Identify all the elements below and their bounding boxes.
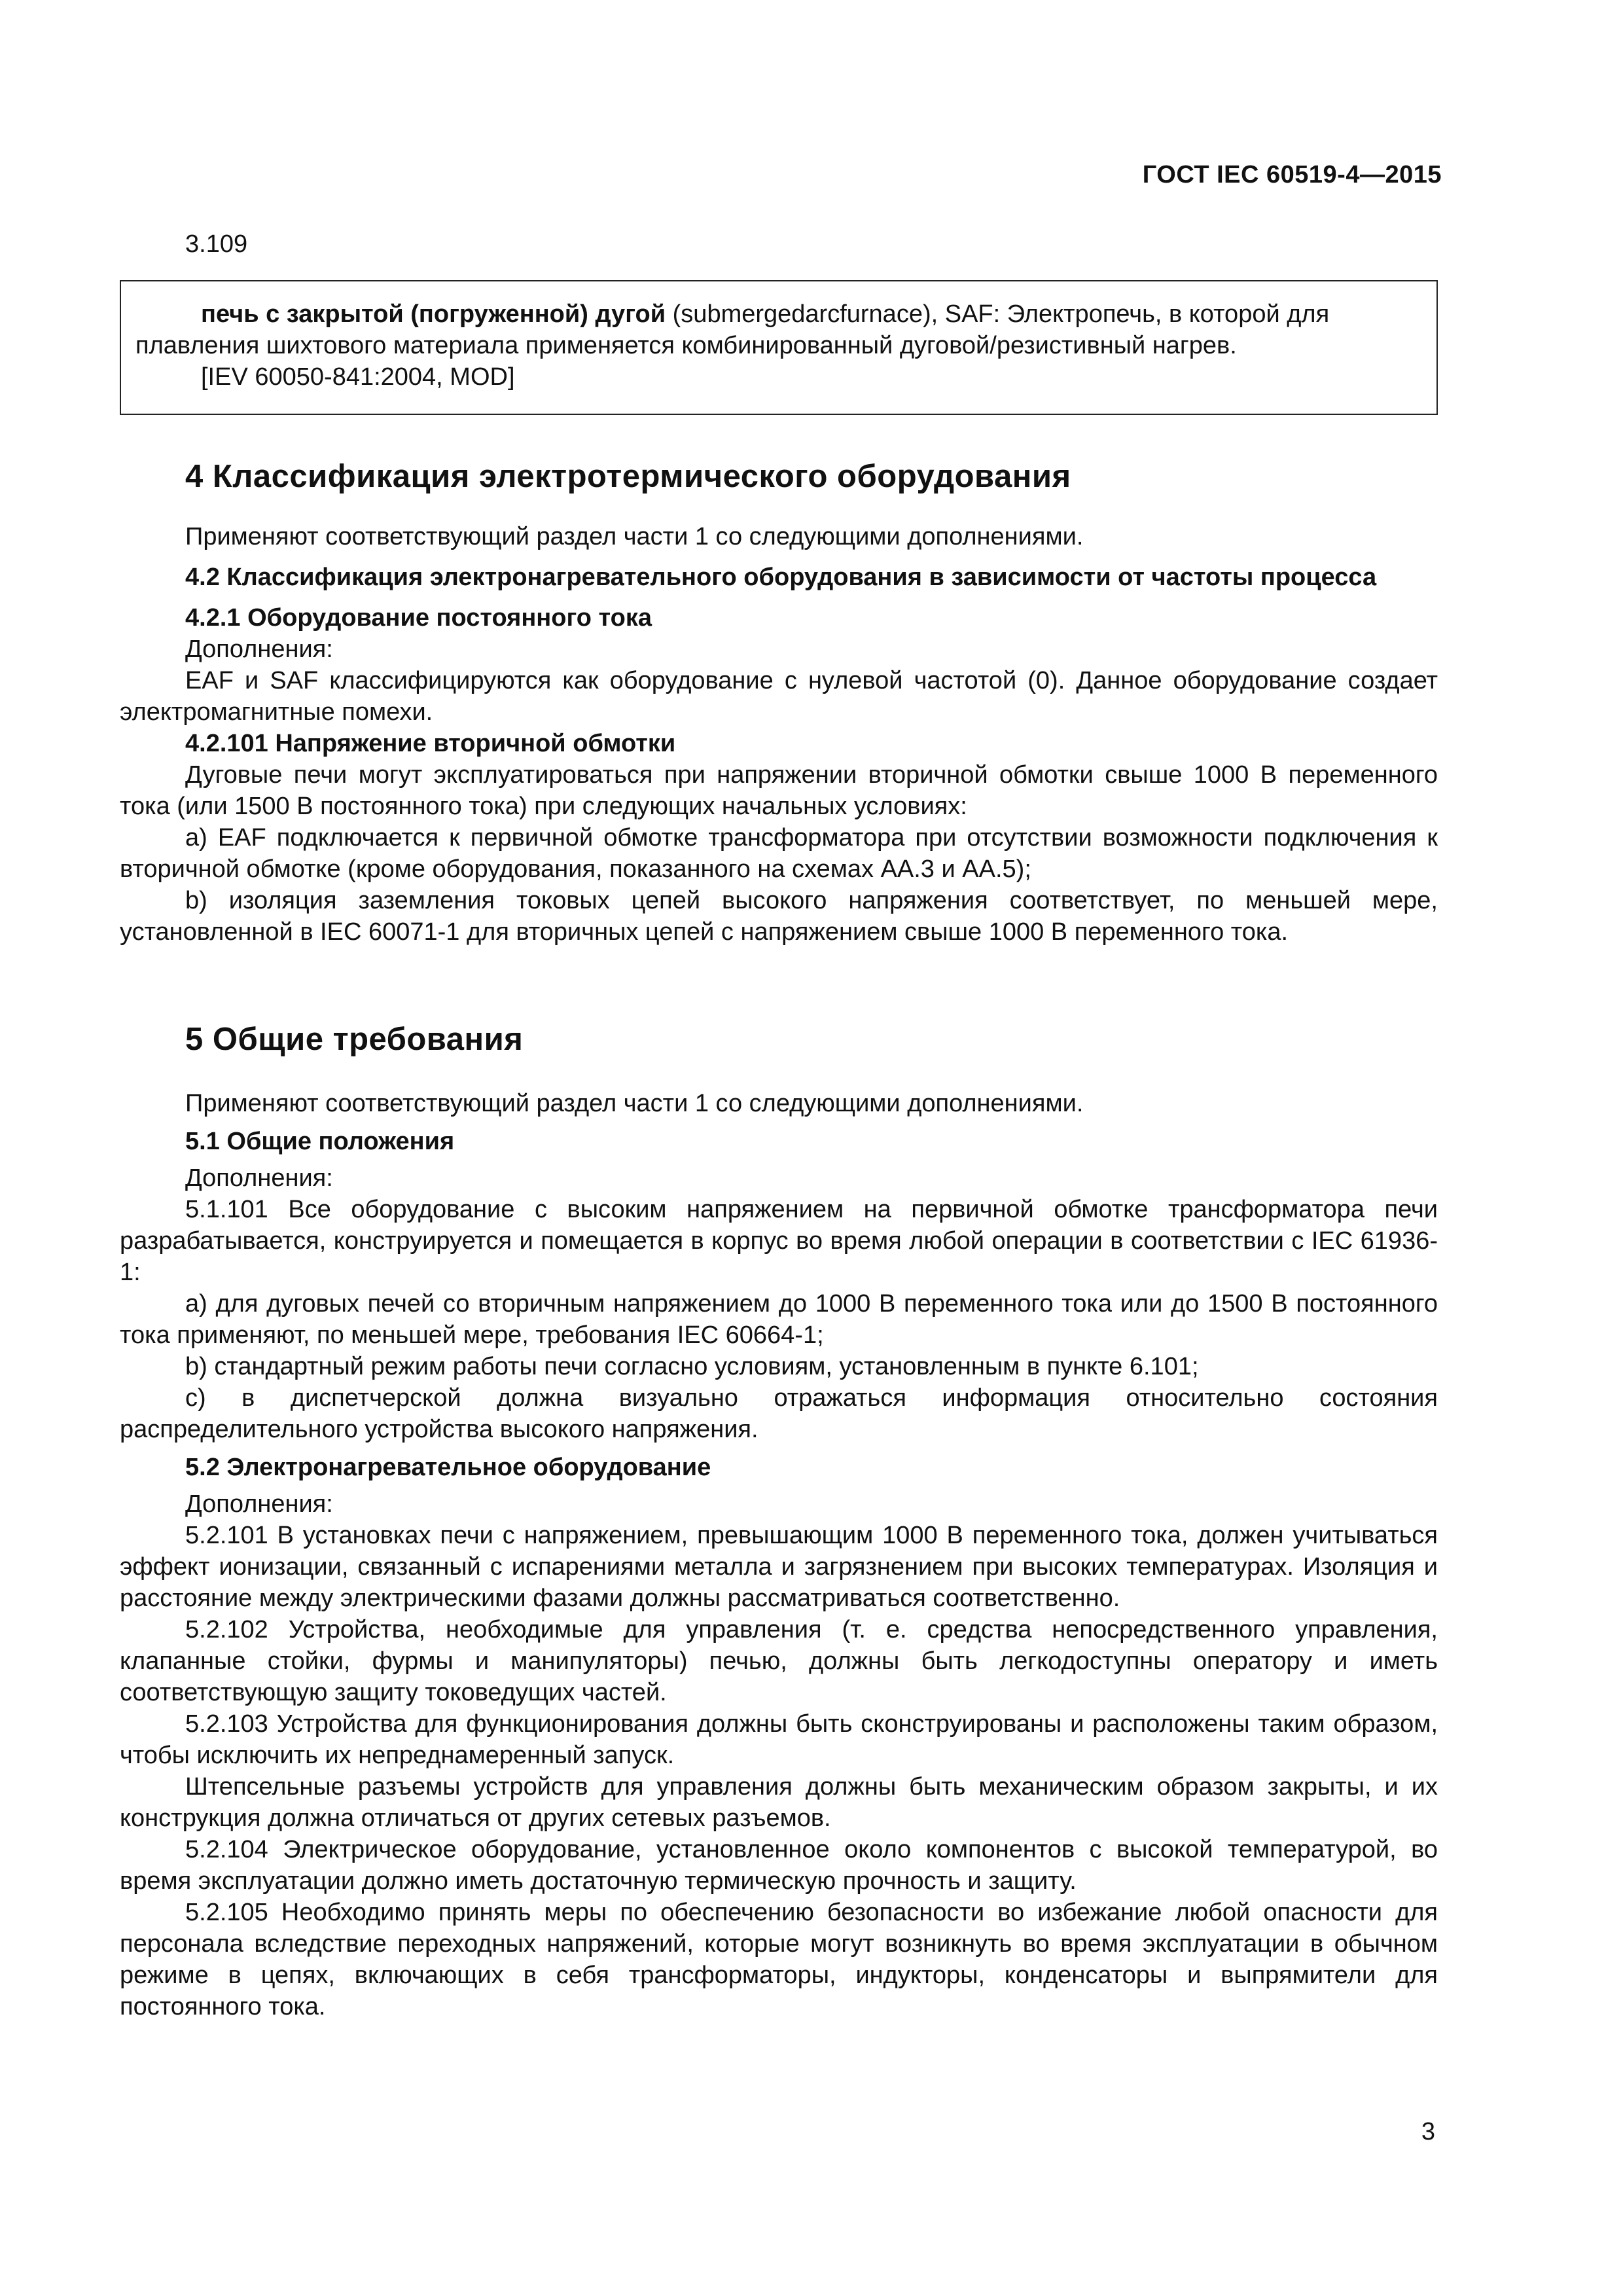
section-5-1-additions-label: Дополнения: — [185, 1164, 333, 1192]
term-reference: [IEV 60050-841:2004, MOD] — [201, 363, 515, 391]
section-4 — [120, 458, 1438, 948]
section-4-intro: Применяют соответствующий раздел части 1 со следующими дополнениями. — [185, 523, 1084, 550]
section-4-2-101-title: 4.2.101 Напряжение вторичной обмотки — [185, 730, 676, 757]
section-4-2-1-text: EAF и SAF классифицируются как оборудование с нулевой частотой (0). Данное оборудование создает электромагнитные помехи. — [120, 667, 1438, 726]
clause-5-1-101-item-a: a) для дуговых печей со вторичным напряжением до 1000 В переменного тока или до 1500 В постоянного тока применяют, по меньшей мере, требования IEC 60664-1; — [120, 1290, 1438, 1349]
clause-5-2-103-paragraph-2: Штепсельные разъемы устройств для управления должны быть механическим образом закрыты, и их конструкция должна отличаться от других сетевых разъемов. — [120, 1773, 1438, 1832]
clause-5-2-102: 5.2.102 Устройства, необходимые для управления (т. е. средства непосредственного управления, клапанные стойки, фурмы и манипуляторы) печью, должны быть легкодоступны оператору и иметь соответствующую защиту токоведущих частей. — [120, 1616, 1438, 1706]
term-definition-box — [120, 280, 1438, 415]
section-5 — [120, 1021, 1438, 2022]
page-number: 3 — [1421, 2118, 1435, 2145]
section-5-2-additions-label: Дополнения: — [185, 1490, 333, 1518]
clause-5-2-104: 5.2.104 Электрическое оборудование, установленное около компонентов с высокой температурой, во время эксплуатации должно иметь достаточную термическую прочность и защиту. — [120, 1836, 1438, 1895]
term-name: печь с закрытой (погруженной) дугой — [201, 300, 666, 328]
section-5-intro: Применяют соответствующий раздел части 1 со следующими дополнениями. — [185, 1090, 1084, 1117]
clause-5-1-101-item-b: b) стандартный режим работы печи согласно условиям, установленным в пункте 6.101; — [185, 1353, 1199, 1380]
section-5-1-title: 5.1 Общие положения — [185, 1128, 455, 1155]
clause-5-2-105: 5.2.105 Необходимо принять меры по обеспечению безопасности во избежание любой опасности для персонала вследствие переходных напряжений, которые могут возникнуть во время эксплуатации в обычном режиме в цепях, включающих в себя трансформаторы, индукторы, конденсаторы и выпрямители для постоянного тока. — [120, 1899, 1438, 2020]
clause-5-1-101-item-c: c) в диспетчерской должна визуально отражаться информация относительно состояния распределительного устройства высокого напряжения. — [120, 1384, 1438, 1443]
term-line-1 — [135, 298, 1422, 330]
term-definition: (submergedarcfurnace), SAF: Электропечь, в которой для — [666, 300, 1330, 328]
section-4-title: 4 Классификация электротермического оборудования — [185, 459, 1071, 494]
section-4-2-101-text: Дуговые печи могут эксплуатироваться при напряжении вторичной обмотки свыше 1000 В переменного тока (или 1500 В постоянного тока) при следующих начальных условиях: — [120, 761, 1438, 820]
term-number: 3.109 — [185, 230, 248, 258]
section-4-2-101-item-b: b) изоляция заземления токовых цепей высокого напряжения соответствует, по меньшей мере, установленной в IEC 60071-1 для вторичных цепей с напряжением свыше 1000 В переменного тока. — [120, 887, 1438, 946]
clause-5-2-103: 5.2.103 Устройства для функционирования должны быть сконструированы и расположены таким образом, чтобы исключить их непреднамеренный запуск. — [120, 1710, 1438, 1769]
section-4-2-1-additions-label: Дополнения: — [185, 636, 333, 663]
section-4-2-title: 4.2 Классификация электронагревательного оборудования в зависимости от частоты процесса — [185, 564, 1377, 591]
section-5-title: 5 Общие требования — [185, 1022, 524, 1057]
clause-5-2-101: 5.2.101 В установках печи с напряжением, превышающим 1000 В переменного тока, должен учитываться эффект ионизации, связанный с испарениями металла и загрязнением при высоких температурах. Изоляция и расстояние между электрическими фазами должны рассматриваться соответственно. — [120, 1522, 1438, 1612]
section-5-2-title: 5.2 Электронагревательное оборудование — [185, 1454, 711, 1481]
section-4-2-101-item-a: a) EAF подключается к первичной обмотке трансформатора при отсутствии возможности подключения к вторичной обмотке (кроме оборудования, показанного на схемах АА.3 и АА.5); — [120, 824, 1438, 883]
term-line-2: плавления шихтового материала применяется комбинированный дуговой/резистивный нагрев. — [135, 332, 1237, 359]
standard-code-header: ГОСТ IEC 60519-4—2015 — [1142, 161, 1442, 188]
clause-5-1-101: 5.1.101 Все оборудование с высоким напряжением на первичной обмотке трансформатора печи разрабатывается, конструируется и помещается в корпус во время любой операции в соответствии с IEC 61936-1: — [120, 1196, 1438, 1286]
section-4-2-1-title: 4.2.1 Оборудование постоянного тока — [185, 604, 652, 632]
